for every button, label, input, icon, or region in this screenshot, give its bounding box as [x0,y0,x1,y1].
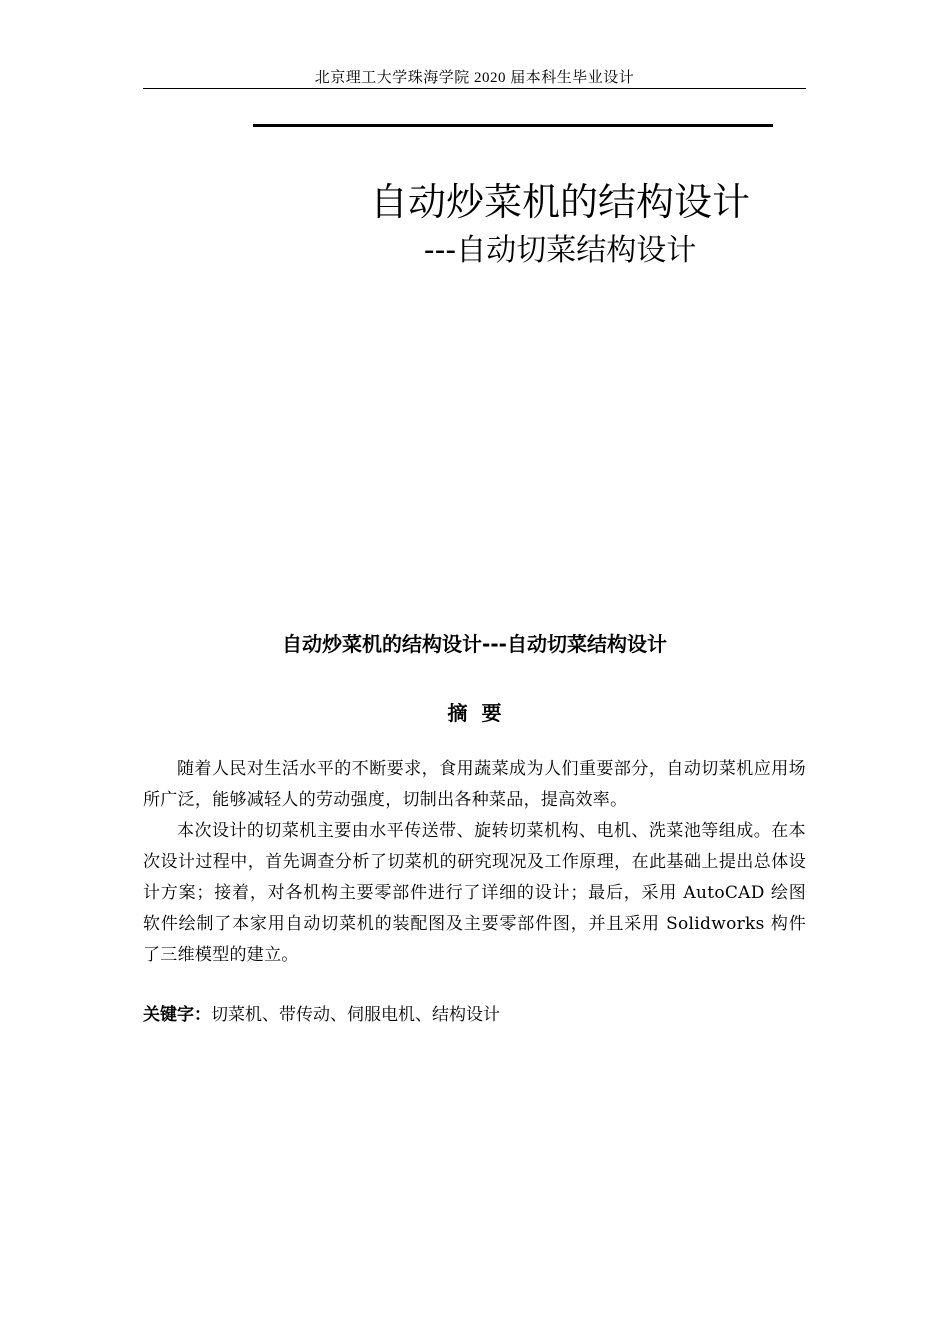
keywords-label: 关键字： [143,1005,211,1025]
keywords-line [143,1000,806,1031]
abstract-paragraph-1: 随着人民对生活水平的不断要求，食用蔬菜成为人们重要部分，自动切菜机应用场所广泛，能够减轻人的劳动强度，切制出各种菜品，提高效率。 [143,759,806,810]
title-rule [253,124,773,127]
keywords-value: 切菜机、带传动、伺服电机、结构设计 [211,1005,500,1025]
abstract-thesis-title: 自动炒菜机的结构设计---自动切菜结构设计 [282,632,667,656]
running-header: 北京理工大学珠海学院 2020 届本科生毕业设计 [314,70,635,86]
abstract-paragraph-2: 本次设计的切菜机主要由水平传送带、旋转切菜机构、电机、洗菜池等组成。在本次设计过程中，首先调查分析了切菜机的研究现况及工作原理，在此基础上提出总体设计方案；接着，对各机构主要零部件进行了详细的设计；最后，采用 AutoCAD 绘图软件绘制了本家用自动切菜机的装配图及主要零部件图，并且采用 Solidworks 构件了三维模型的建立。 [143,821,806,965]
cover-title: 自动炒菜机的结构设计 [369,180,750,224]
header-rule [143,88,806,89]
abstract-body [143,754,806,971]
abstract-heading: 摘要 [447,701,516,725]
cover-subtitle: ---自动切菜结构设计 [423,233,697,268]
